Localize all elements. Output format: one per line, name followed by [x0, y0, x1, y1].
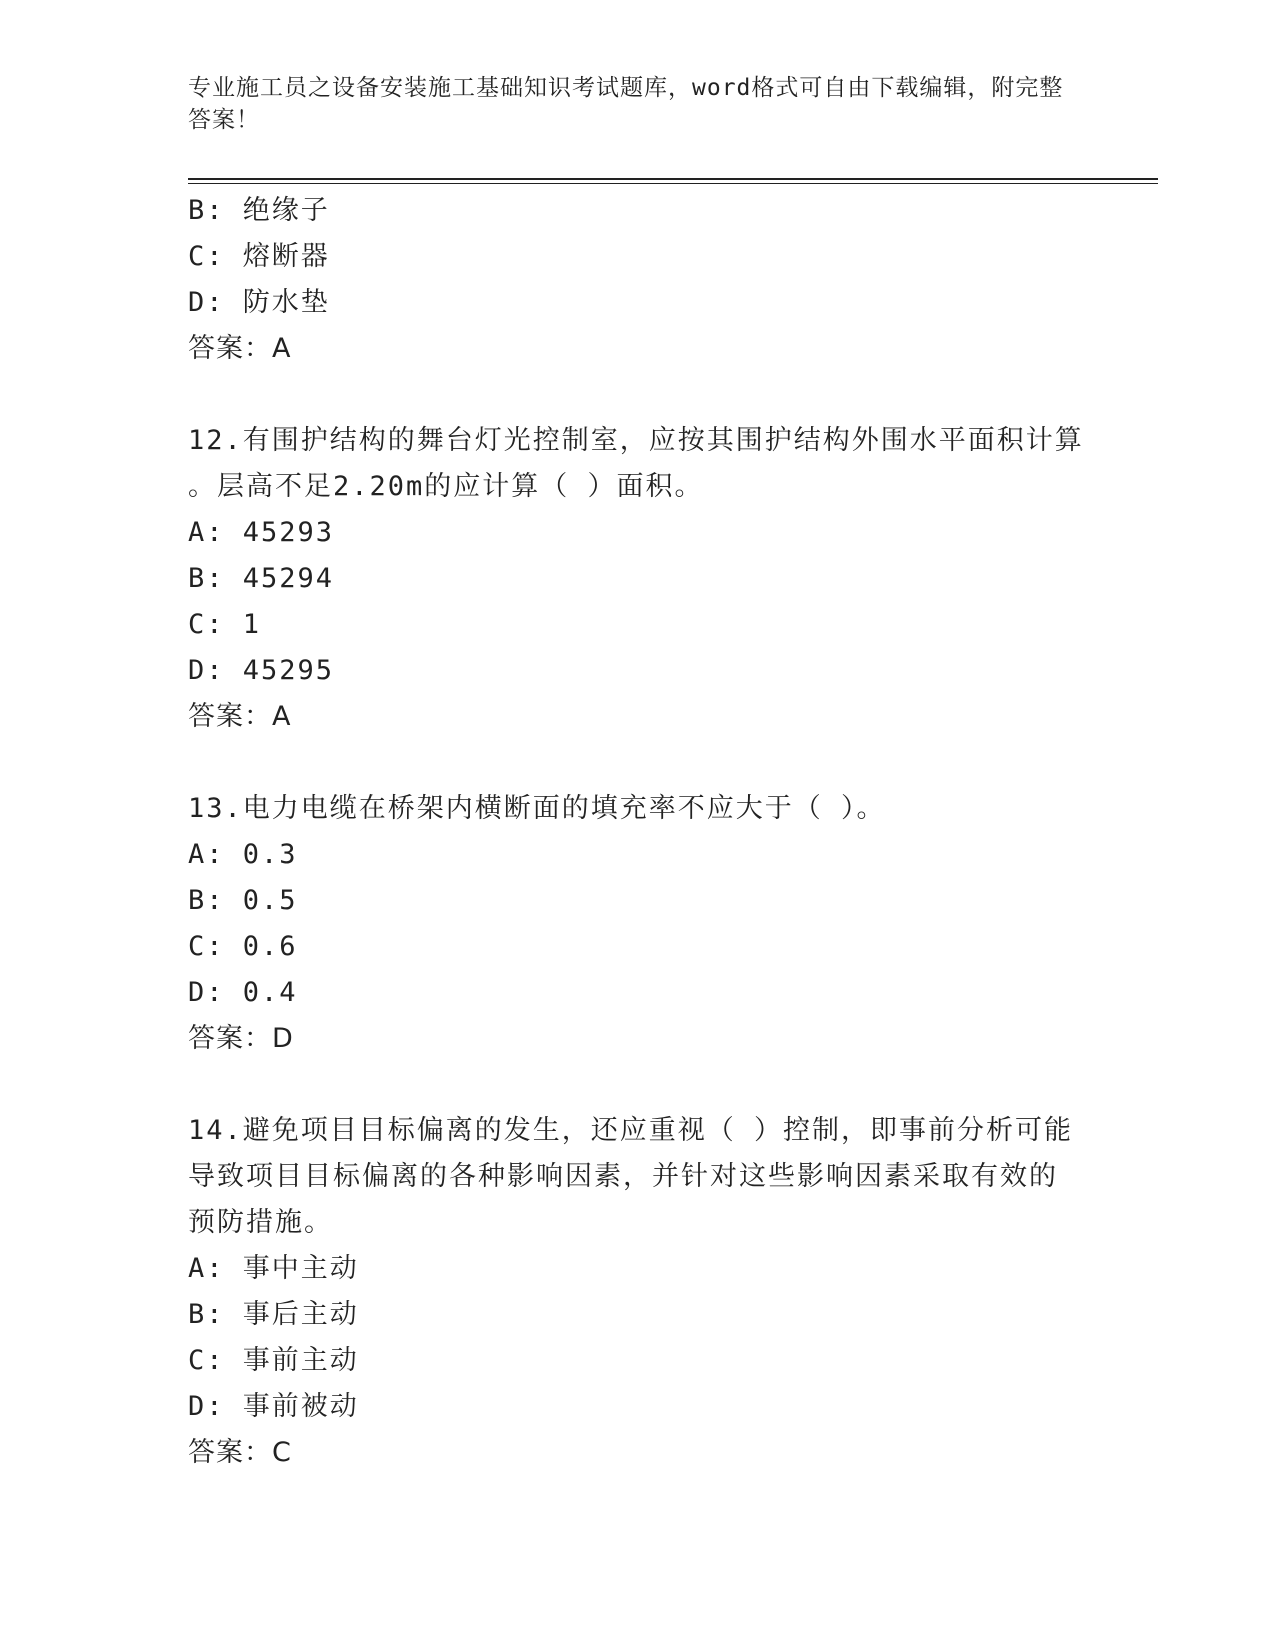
- header-rule-thin: [188, 183, 1158, 184]
- option-d: D: 45295: [188, 655, 335, 686]
- option-d: D: 防水垫: [188, 287, 330, 318]
- question-list: [188, 188, 1088, 1476]
- option-b: B: 0.5: [188, 885, 298, 916]
- option-d: D: 事前被动: [188, 1391, 359, 1422]
- option-b: B: 事后主动: [188, 1299, 359, 1330]
- question-fragment: [188, 188, 1088, 372]
- answer: 答案：A: [188, 333, 292, 364]
- option-d: D: 0.4: [188, 977, 298, 1008]
- question-13: [188, 786, 1088, 1062]
- question-text: 13.电力电缆在桥架内横断面的填充率不应大于（ ）。: [188, 793, 886, 824]
- option-c: C: 熔断器: [188, 241, 330, 272]
- answer: 答案：C: [188, 1437, 292, 1468]
- option-a: A: 事中主动: [188, 1253, 359, 1284]
- page-header: 专业施工员之设备安装施工基础知识考试题库，word格式可自由下载编辑，附完整答案！: [188, 75, 1064, 133]
- question-text: 。层高不足2.20m的应计算（ ）面积。: [188, 471, 704, 502]
- option-a: A: 45293: [188, 517, 335, 548]
- option-b: B: 45294: [188, 563, 335, 594]
- option-c: C: 事前主动: [188, 1345, 359, 1376]
- question-text: 12.有围护结构的舞台灯光控制室，应按其围护结构外围水平面积计算: [188, 425, 1084, 456]
- question-text: 预防措施。: [188, 1207, 333, 1238]
- option-c: C: 1: [188, 609, 262, 640]
- answer: 答案：D: [188, 1023, 294, 1054]
- answer: 答案：A: [188, 701, 292, 732]
- option-a: A: 0.3: [188, 839, 298, 870]
- question-text: 14.避免项目目标偏离的发生，还应重视（ ）控制，即事前分析可能: [188, 1115, 1074, 1146]
- question-14: [188, 1108, 1088, 1476]
- option-c: C: 0.6: [188, 931, 298, 962]
- question-12: [188, 418, 1088, 740]
- option-b: B: 绝缘子: [188, 195, 330, 226]
- header-rule-thick: [188, 178, 1158, 180]
- question-text: 导致项目目标偏离的各种影响因素，并针对这些影响因素采取有效的: [188, 1161, 1058, 1192]
